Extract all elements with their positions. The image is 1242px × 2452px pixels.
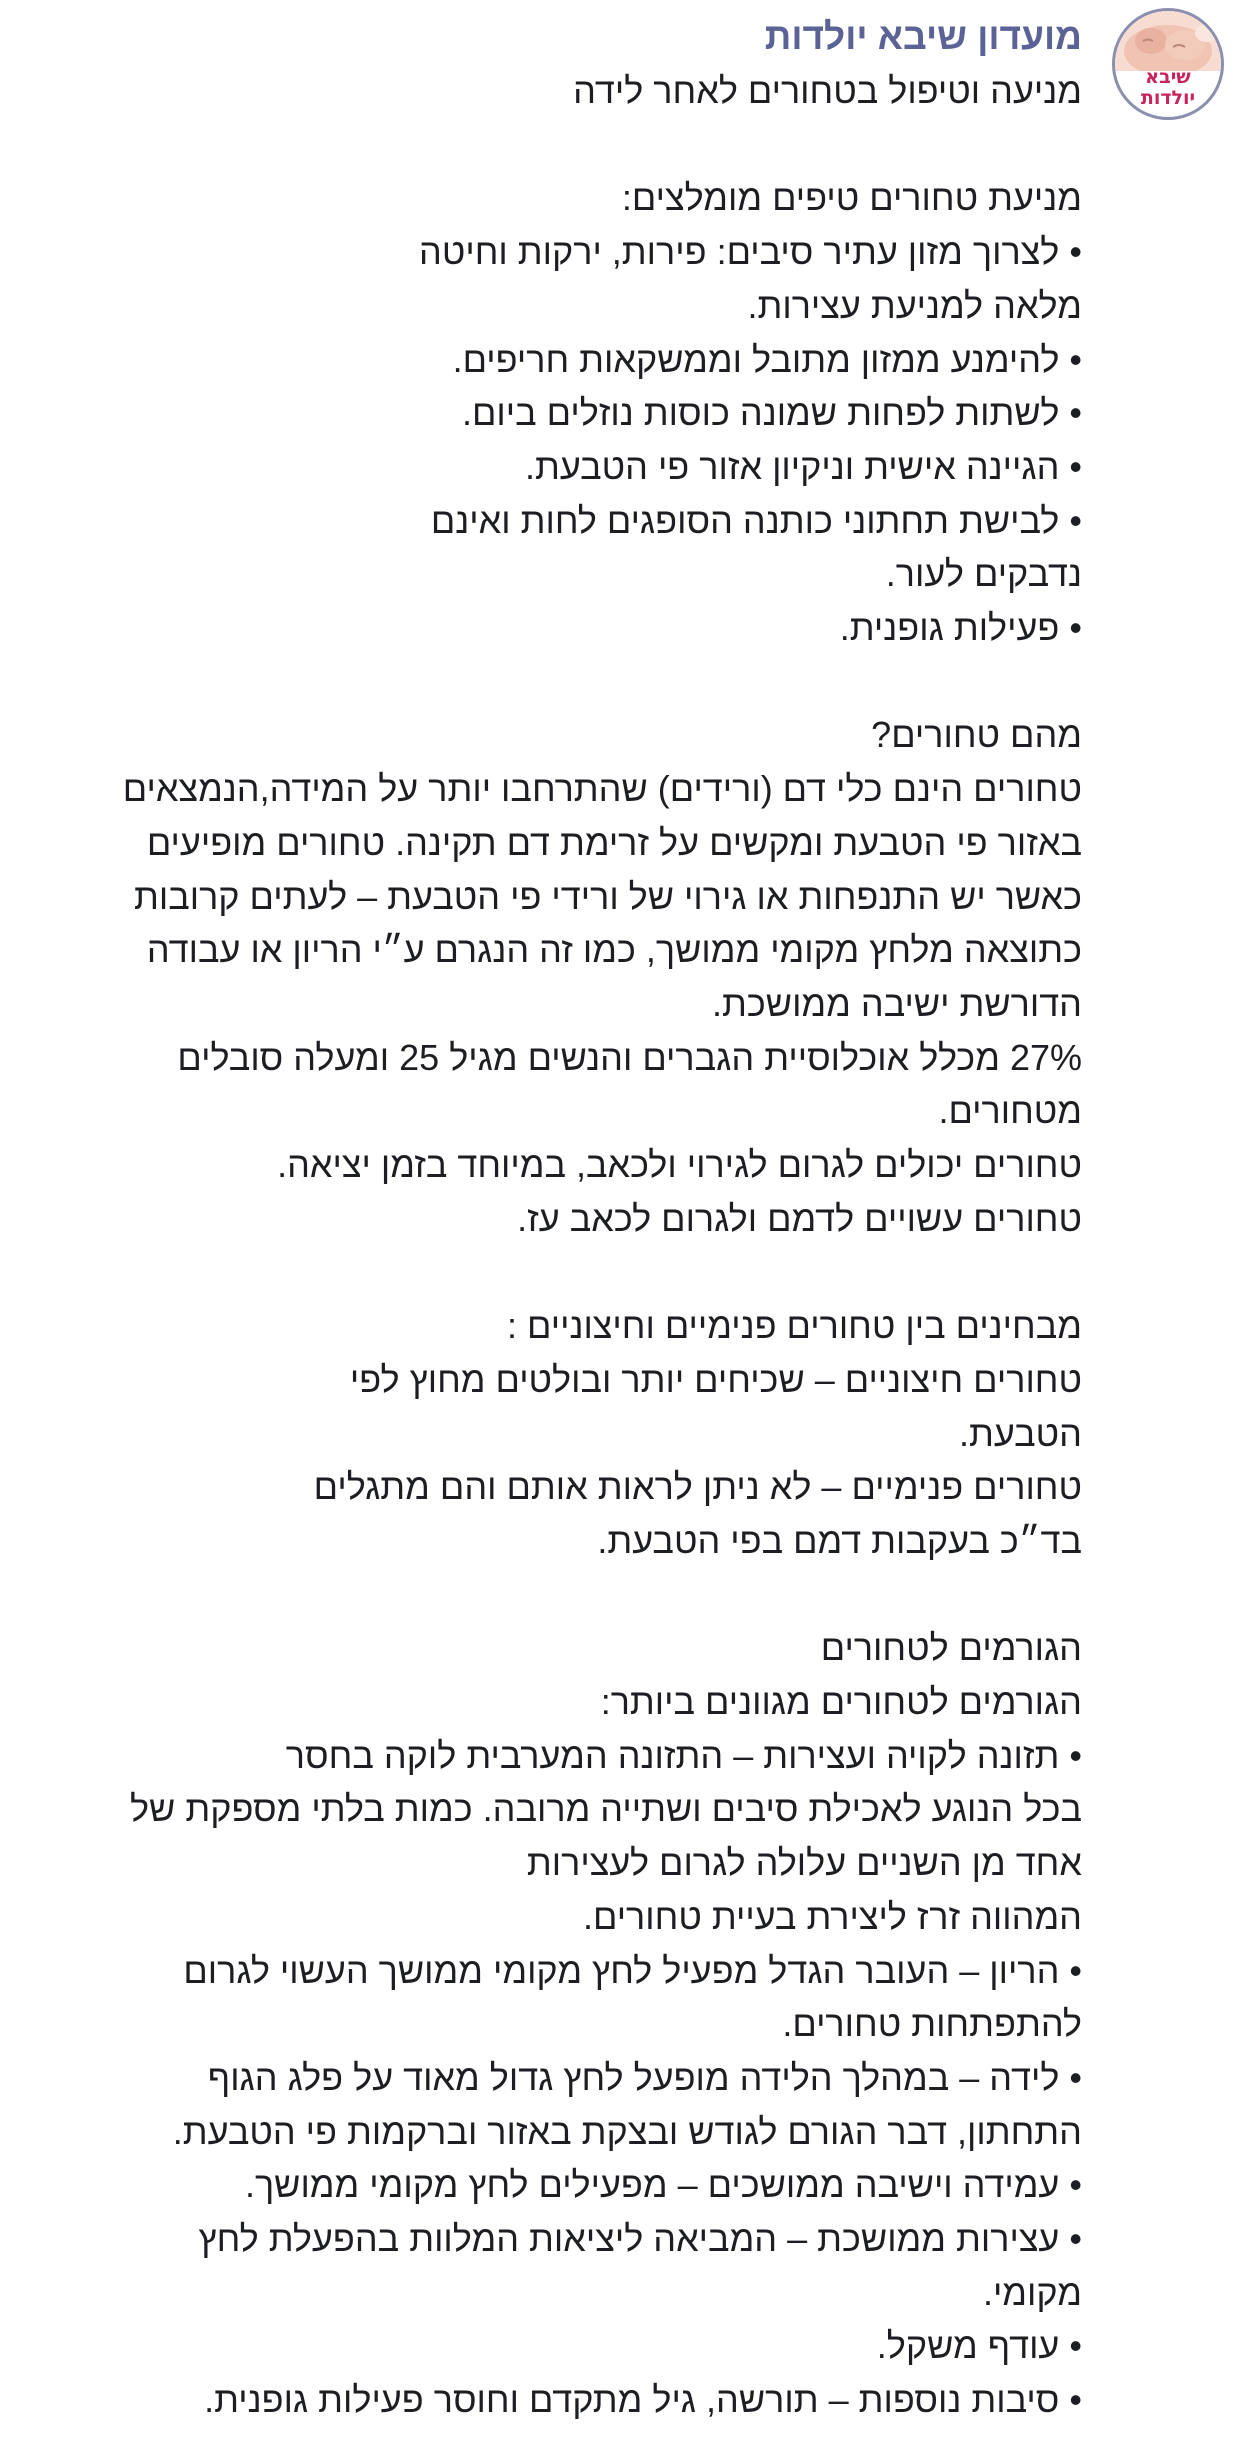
post-text-line: טחורים פנימיים – לא ניתן לראות אותם והם מתגלים [313, 1466, 1082, 1508]
post-text-line: נדבקים לעור. [885, 553, 1082, 595]
post-text-line: הדורשת ישיבה ממושכת. [712, 982, 1082, 1024]
paragraph-spacer [36, 1568, 1082, 1622]
post-text-line: 27% מכלל אוכלוסיית הגברים והנשים מגיל 25 ומעלה סובלים [177, 1036, 1082, 1078]
post-text-line: • הריון – העובר הגדל מפעיל לחץ מקומי ממושך העשוי לגרום [183, 1949, 1082, 1991]
post-text-line: מלאה למניעת עצירות. [747, 284, 1082, 326]
post-text-line: הגורמים לטחורים מגוונים ביותר: [600, 1681, 1082, 1723]
logo-line-2: יולדות [1140, 87, 1196, 109]
paragraph-spacer [36, 118, 1082, 172]
post-text-line: מבחינים בין טחורים פנימיים וחיצוניים : [507, 1305, 1082, 1347]
post-text-line: מניעה וטיפול בטחורים לאחר לידה [573, 70, 1082, 111]
post-text-line: • תזונה לקויה ועצירות – התזונה המערבית לוקה בחסר [285, 1734, 1082, 1776]
page-name-link[interactable]: מועדון שיבא יולדות [764, 16, 1082, 57]
post-text-line: הטבעת. [959, 1412, 1082, 1454]
paragraph-spacer [36, 1245, 1082, 1299]
post-text-line: כאשר יש התנפחות או גירוי של ורידי פי הטבעת – לעתים קרובות [133, 875, 1082, 917]
page-avatar-logo-text [1115, 67, 1221, 109]
post-text-line: • לשתות לפחות שמונה כוסות נוזלים ביום. [462, 392, 1082, 434]
post-text-line: באזור פי הטבעת ומקשים על זרימת דם תקינה. טחורים מופיעים [146, 821, 1082, 863]
post-text-line: • סיבות נוספות – תורשה, גיל מתקדם וחוסר פעילות גופנית. [204, 2379, 1082, 2421]
post-text-line: • לצרוך מזון עתיר סיבים: פירות, ירקות וחיטה [419, 231, 1082, 273]
post-text [36, 64, 1082, 2427]
post-text-line: בד״כ בעקבות דמם בפי הטבעת. [597, 1519, 1082, 1561]
post-text-line: אחד מן השניים עלולה לגרום לעצירות [526, 1842, 1082, 1884]
post-text-line: מקומי. [982, 2271, 1082, 2313]
post-text-line: בכל הנוגע לאכילת סיבים ושתייה מרובה. כמות בלתי מספקת של [129, 1788, 1082, 1830]
post-text-line: התחתון, דבר הגורם לגודש ובצקת באזור וברקמות פי הטבעת. [172, 2110, 1082, 2152]
post-text-line: טחורים חיצוניים – שכיחים יותר ובולטים מחוץ לפי [349, 1358, 1082, 1400]
post-text-line: • עמידה וישיבה ממושכים – מפעילים לחץ מקומי ממושך. [244, 2164, 1082, 2206]
post-text-line: טחורים עשויים לדמם ולגרום לכאב עז. [517, 1197, 1082, 1239]
post-text-line: • להימנע ממזון מתובל וממשקאות חריפים. [452, 338, 1082, 380]
post-text-line: טחורים הינם כלי דם (ורידים) שהתרחבו יותר על המידה,הנמצאים [122, 768, 1082, 810]
post-text-line: מניעת טחורים טיפים מומלצים: [621, 177, 1082, 219]
page-avatar[interactable] [1112, 8, 1224, 120]
post-text-line: להתפתחות טחורים. [782, 2003, 1082, 2045]
post-text-line: הגורמים לטחורים [820, 1627, 1082, 1669]
post-text-line: • לידה – במהלך הלידה מופעל לחץ גדול מאוד על פלג הגוף [207, 2056, 1082, 2098]
post-text-line: • עודף משקל. [876, 2325, 1082, 2367]
post-text-line: • עצירות ממושכת – המביאה ליציאות המלוות בהפעלת לחץ [198, 2218, 1082, 2260]
logo-line-1: שיבא [1145, 66, 1191, 88]
post-text-line: מטחורים. [938, 1090, 1082, 1132]
post-text-line: טחורים יכולים לגרום לגירוי ולכאב, במיוחד בזמן יציאה. [277, 1144, 1082, 1186]
baby-photo-icon [1115, 11, 1221, 71]
post-text-line: • פעילות גופנית. [839, 607, 1082, 649]
post-text-line: מהם טחורים? [871, 714, 1082, 756]
post-text-line: • הגיינה אישית וניקיון אזור פי הטבעת. [524, 445, 1082, 487]
post-text-line: כתוצאה מלחץ מקומי ממושך, כמו זה הנגרם ע״י הריון או עבודה [146, 929, 1082, 971]
paragraph-spacer [36, 655, 1082, 709]
post-text-line: • לבישת תחתוני כותנה הסופגים לחות ואינם [430, 499, 1082, 541]
post-text-line: המהווה זרז ליצירת בעיית טחורים. [583, 1895, 1082, 1937]
